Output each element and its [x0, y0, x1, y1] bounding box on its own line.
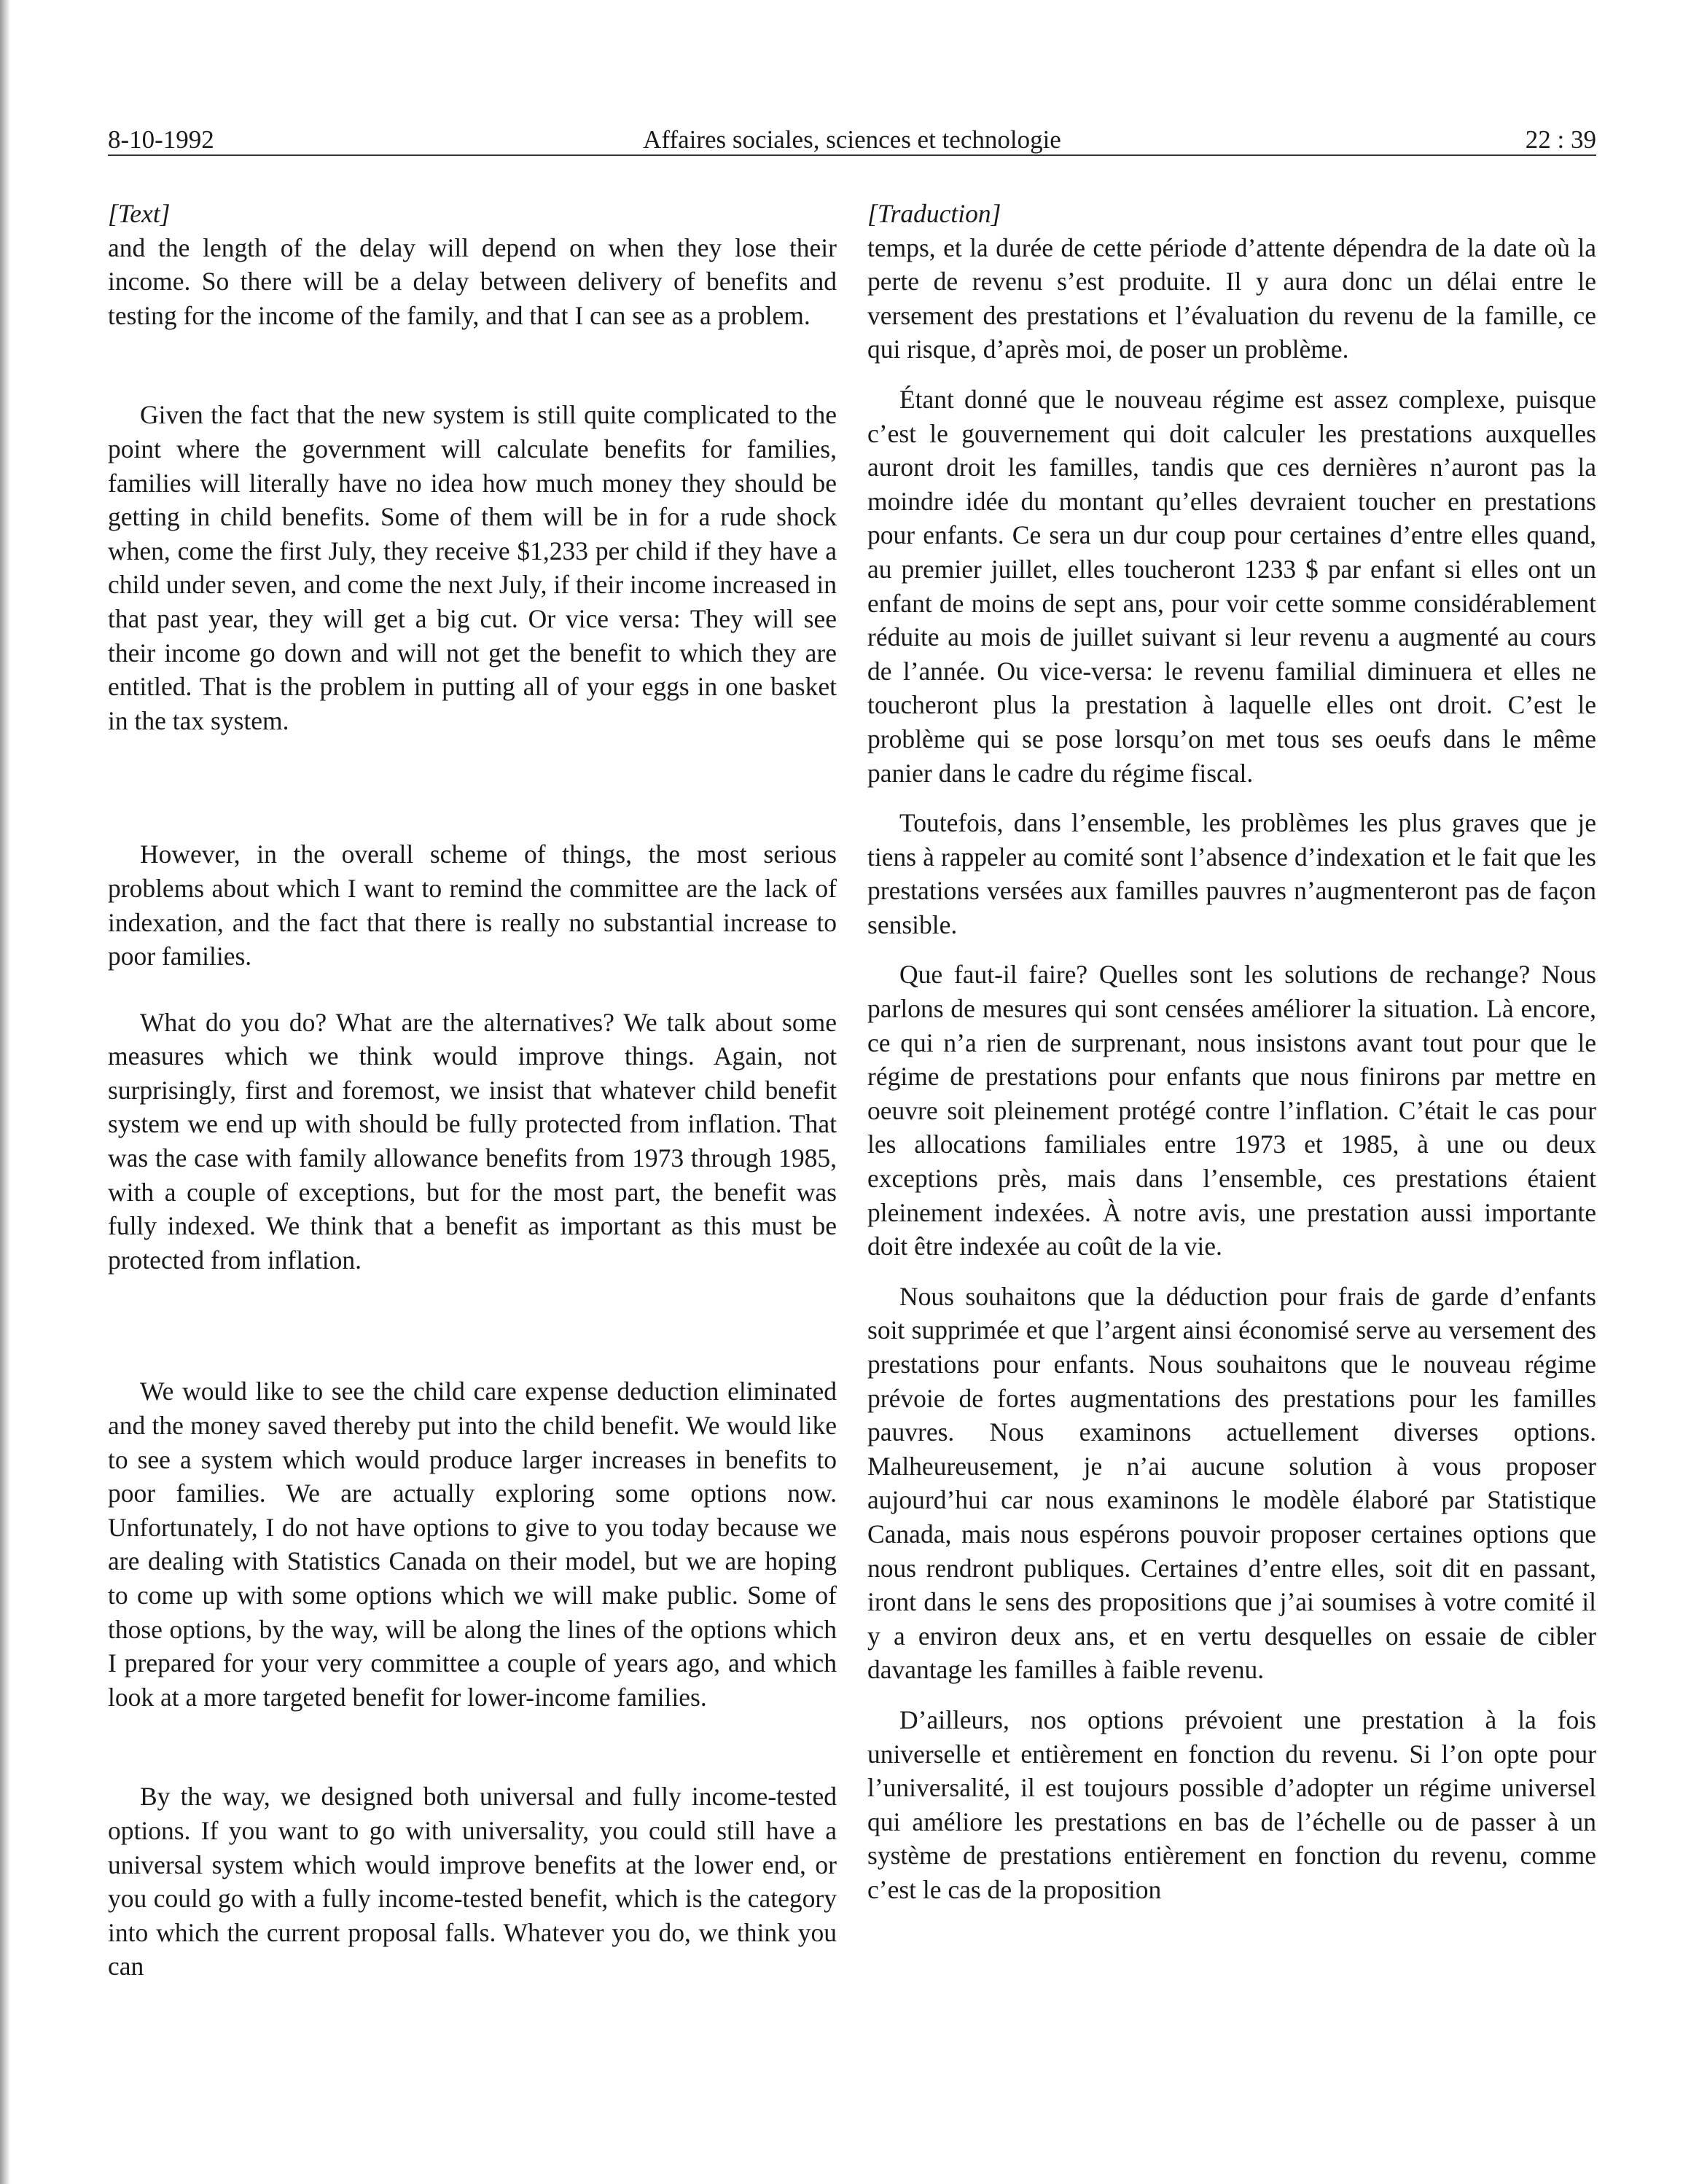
english-paragraph-5: We would like to see the child care expense deduction eliminated and the money saved thereby put into the child benefit. We would like to see a system which would produce larger increases in benefits to poor families. We are actually exploring some options now. Unfortunately, I do not have options to give to you today because we are dealing with Statistics Canada on their model, but we are hoping to come up with some options which we will make public. Some of those options, by the way, will be along the lines of the options which I prepared for your very committee a couple of years ago, and which look at a more targeted benefit for lower-income families.: [108, 1377, 837, 1712]
french-paragraph-5: Nous souhaitons que la déduction pour frais de garde d’enfants soit supprimée et que l’argent ainsi économisé serve au versement des prestations pour enfants. Nous souhaitons que le nouveau régime prévoie de fortes augmentations des prestations pour les familles pauvres. Nous examinons actuellement diverses options. Malheureusement, je n’ai aucune solution à vous proposer aujourd’hui car nous examinons le modèle élaboré par Statistique Canada, mais nous espérons pouvoir proposer certaines options que nous rendront publiques. Certaines d’entre elles, soit dit en passant, iront dans le sens des propositions que j’ai soumises à votre comité il y a environ deux ans, et en vertu desquelles on essaie de cibler davantage les familles à faible revenu.: [867, 1281, 1596, 1685]
english-column: [108, 197, 837, 1984]
french-column-label: [Traduction]: [867, 199, 1001, 228]
english-paragraph-6: By the way, we designed both universal and fully income-tested options. If you want to go with universality, you could still have a universal system which would improve benefits at the lower end, or you could go with a fully income-tested benefit, which is the category into which the current proposal falls. Whatever you do, we think you can: [108, 1782, 837, 1981]
english-paragraph-1: and the length of the delay will depend on when they lose their income. So there will be a delay between delivery of benefits and testing for the income of the family, and that I can see as a problem.: [108, 232, 837, 330]
english-column-label: [Text]: [108, 199, 171, 228]
header-rule: [108, 154, 1596, 156]
scan-page-edge: [0, 0, 10, 2184]
french-paragraph-1: temps, et la durée de cette période d’attente dépendra de la date où la perte de revenu s’est produite. Il y aura donc un délai entre le versement des prestations et l’évaluation du revenu de la famille, ce qui risque, d’après moi, de poser un problème.: [867, 232, 1596, 364]
french-column: [867, 197, 1596, 1907]
english-paragraph-4: What do you do? What are the alternatives? We talk about some measures which we think would improve things. Again, not surprisingly, first and foremost, we insist that whatever child benefit system we end up with should be fully protected from inflation. That was the case with family allowance benefits from 1973 through 1985, with a couple of exceptions, but for the most part, the benefit was fully indexed. We think that a benefit as important as this must be protected from inflation.: [108, 1007, 837, 1275]
header-title: Affaires sociales, sciences et technologie: [643, 125, 1061, 154]
french-paragraph-3: Toutefois, dans l’ensemble, les problèmes les plus graves que je tiens à rappeler au comité sont l’absence d’indexation et le fait que les prestations versées aux familles pauvres n’augmenteront pas de façon sensible.: [867, 808, 1596, 939]
french-paragraph-4: Que faut-il faire? Quelles sont les solutions de rechange? Nous parlons de mesures qui sont censées améliorer la situation. Là encore, ce qui n’a rien de surprenant, nous insistons avant tout pour que le régime de prestations pour enfants que nous finirons par mettre en oeuvre soit pleinement protégé contre l’inflation. C’était le cas pour les allocations familiales entre 1973 et 1985, à une ou deux exceptions près, mais dans l’ensemble, ces prestations étaient pleinement indexées. À notre avis, une prestation aussi importante doit être indexée au coût de la vie.: [867, 960, 1596, 1261]
header-page-number: 22 : 39: [1525, 125, 1596, 154]
french-paragraph-2: Étant donné que le nouveau régime est assez complexe, puisque c’est le gouvernement qui doit calculer les prestations auxquelles auront droit les familles, tandis que ces dernières n’auront pas la moindre idée du montant qu’elles devraient toucher en prestations pour enfants. Ce sera un dur coup pour certaines d’entre elles quand, au premier juillet, elles toucheront 1233 $ par enfant si elles ont un enfant de moins de sept ans, pour voir cette somme considérablement réduite au mois de juillet suivant si leur revenu a augmenté au cours de l’année. Ou vice-versa: le revenu familial diminuera et elles ne toucheront plus la prestation à laquelle elles ont droit. C’est le problème qui se pose lorsqu’on met tous ses oeufs dans le même panier dans le cadre du régime fiscal.: [867, 384, 1596, 788]
french-paragraph-6: D’ailleurs, nos options prévoient une prestation à la fois universelle et entièrement en fonction du revenu. Si l’on opte pour l’universalité, il est toujours possible d’adopter un régime universel qui améliore les prestations en bas de l’échelle ou de passer à un système de prestations entièrement en fonction du revenu, comme c’est le cas de la proposition: [867, 1704, 1596, 1904]
page-header: [108, 122, 1596, 157]
header-date: 8-10-1992: [108, 125, 214, 154]
english-paragraph-3: However, in the overall scheme of things, the most serious problems about which I want to remind the committee are the lack of indexation, and the fact that there is really no substantial increase to poor families.: [108, 839, 837, 971]
english-paragraph-2: Given the fact that the new system is still quite complicated to the point where the government will calculate benefits for families, families will literally have no idea how much money they should be getting in child benefits. Some of them will be in for a rude shock when, come the first July, they receive $1,233 per child if they have a child under seven, and come the next July, if their income increased in that past year, they will get a big cut. Or vice versa: They will see their income go down and will not get the benefit to which they are entitled. That is the problem in putting all of your eggs in one basket in the tax system.: [108, 400, 837, 735]
